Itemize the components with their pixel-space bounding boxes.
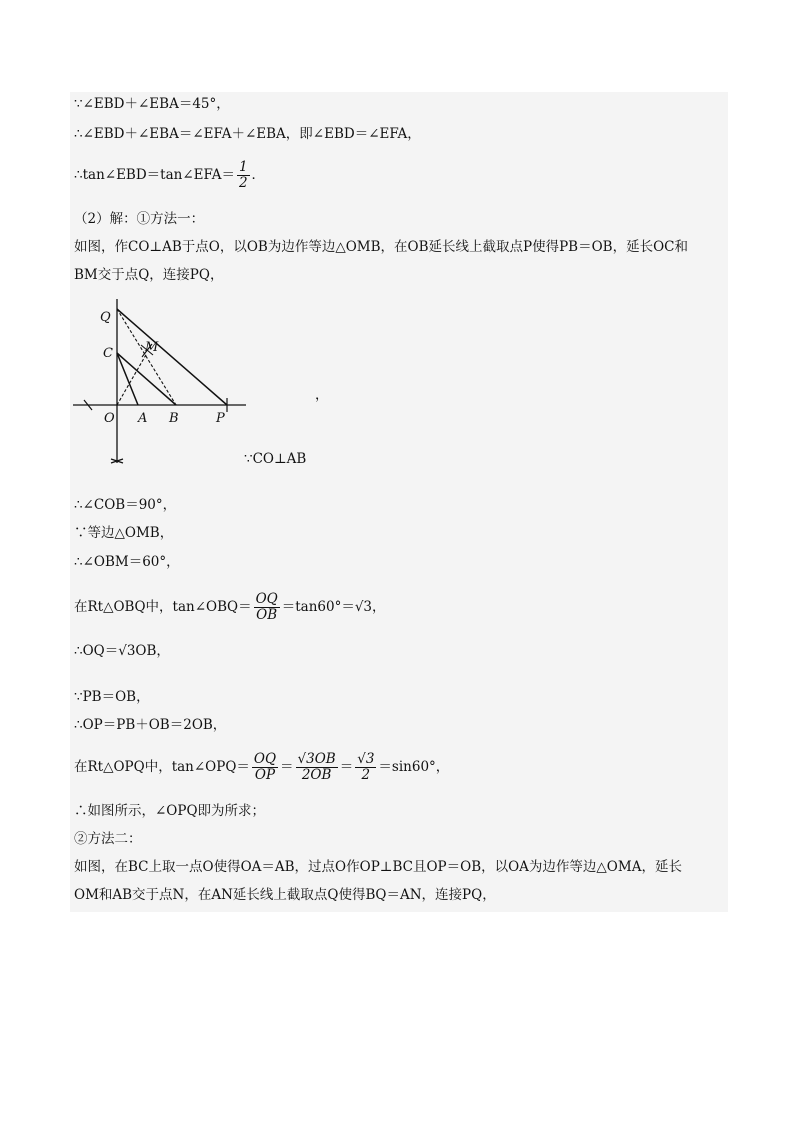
label-o: O bbox=[104, 411, 115, 426]
label-q: Q bbox=[100, 310, 111, 325]
label-p: P bbox=[216, 411, 225, 426]
line-15: 在Rt△OPQ中，tan∠OPQ＝ $\frac{OQ}{OP}$ ＝ $\frac{√3OB}{2OB}$ ＝ $\frac{√3}{2}$ ＝sin60°， bbox=[74, 751, 450, 783]
line-18: 如图，在BC上取一点O使得OA＝AB，过点O作OP⊥BC且OP＝OB，以OA为边作等边△OMA，延长 bbox=[74, 859, 682, 875]
line-11: 在Rt△OBQ中，tan∠OBQ＝ $\frac{OQ}{OB}$ ＝tan60°＝√3， bbox=[74, 591, 386, 623]
line-7: ∵CO⊥AB bbox=[244, 451, 307, 467]
line-5: 如图，作CO⊥AB于点O，以OB为边作等边△OMB，在OB延长线上截取点P使得PB＝OB，延长OC和 bbox=[74, 239, 688, 255]
line-2: ∴∠EBD＋∠EBA＝∠EFA＋∠EBA，即∠EBD＝∠EFA， bbox=[74, 126, 421, 142]
label-m: M bbox=[145, 340, 159, 355]
line-10: ∴∠OBM＝60°， bbox=[74, 554, 180, 570]
line-9: ∵等边△OMB， bbox=[74, 525, 174, 541]
figure-comma: ， bbox=[315, 387, 329, 403]
line-14: ∴OP＝PB＋OB＝2OB， bbox=[74, 717, 227, 733]
line-12: ∴OQ＝√3OB， bbox=[74, 643, 170, 659]
line-4: （2）解：①方法一： bbox=[74, 211, 205, 227]
line-6: BM交于点Q，连接PQ， bbox=[74, 267, 224, 283]
label-a: A bbox=[138, 411, 148, 426]
line-3: ∴tan∠EBD＝tan∠EFA＝ $\frac{1}{2}$ ． bbox=[74, 159, 266, 191]
geometry-figure-1 bbox=[70, 295, 250, 470]
line-13: ∵PB＝OB， bbox=[74, 689, 150, 705]
line-8: ∴∠COB＝90°， bbox=[74, 497, 177, 513]
label-c: C bbox=[103, 346, 113, 361]
line-19: OM和AB交于点N，在AN延长线上截取点Q使得BQ＝AN，连接PQ， bbox=[74, 887, 496, 903]
line-16: ∴如图所示，∠OPQ即为所求； bbox=[74, 803, 266, 819]
line-17: ②方法二： bbox=[74, 831, 142, 847]
fraction-one-half: $\frac{1}{2}$ bbox=[238, 159, 248, 191]
line-1: ∵∠EBD＋∠EBA＝45°， bbox=[74, 96, 230, 112]
fraction-oq-op: $\frac{OQ}{OP}$ bbox=[253, 751, 277, 783]
fraction-root3-2: $\frac{√3}{2}$ bbox=[357, 751, 375, 783]
fraction-root3ob-2ob: $\frac{√3OB}{2OB}$ bbox=[297, 751, 336, 783]
fraction-oq-ob: $\frac{OQ}{OB}$ bbox=[255, 591, 278, 623]
label-b: B bbox=[169, 411, 179, 426]
